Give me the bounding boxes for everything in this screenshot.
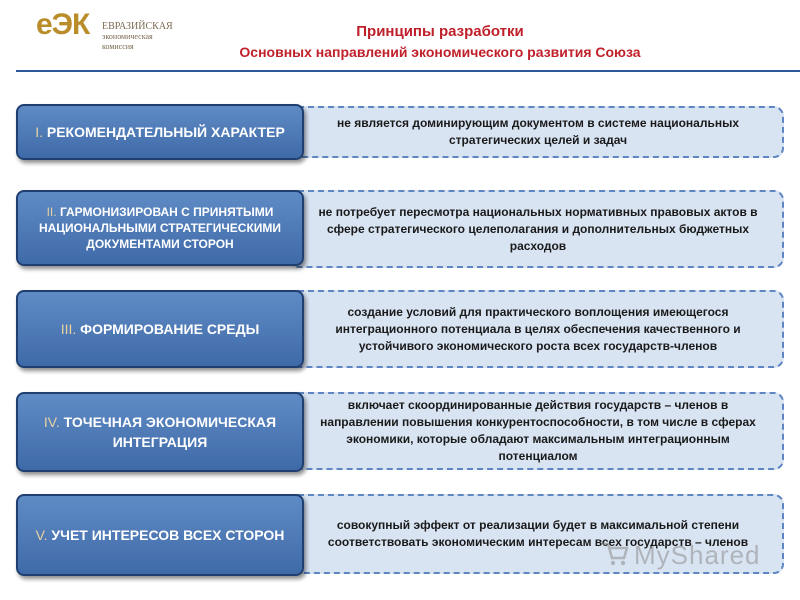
principle-description-panel <box>288 290 784 368</box>
watermark-text: MyShared <box>634 540 761 570</box>
principle-description-panel <box>288 190 784 268</box>
principle-number: III. <box>60 321 77 337</box>
logo-mark: еЭК <box>36 8 90 41</box>
logo-line-3: комиссия <box>102 42 134 51</box>
principle-label-box <box>16 494 304 576</box>
watermark <box>600 536 770 576</box>
principle-row-3 <box>0 290 800 370</box>
principle-row-1 <box>0 104 800 160</box>
principle-row-4 <box>0 392 800 472</box>
header <box>0 0 800 76</box>
principle-label-box <box>16 392 304 472</box>
principle-description: создание условий для практического воплощения имеющегося интеграционного потенциала в целях обеспечения качественного и устойчивого экономического роста всех государств-членов <box>335 304 741 353</box>
principle-description: не потребует пересмотра национальных нормативных правовых актов в сфере стратегического целеполагания и дополнительных бюджетных расходов <box>318 204 758 253</box>
principle-label: РЕКОМЕНДАТЕЛЬНЫЙ ХАРАКТЕР <box>46 124 285 140</box>
header-divider <box>16 70 800 72</box>
principle-label-box <box>16 290 304 368</box>
principle-row-2 <box>0 190 800 268</box>
page-title <box>190 22 690 62</box>
principle-label: ТОЧЕЧНАЯ ЭКОНОМИЧЕСКАЯ ИНТЕГРАЦИЯ <box>63 414 277 450</box>
logo-text <box>102 22 173 52</box>
principle-label-box <box>16 190 304 266</box>
principle-label-box <box>16 104 304 160</box>
principle-label: УЧЕТ ИНТЕРЕСОВ ВСЕХ СТОРОН <box>51 527 285 543</box>
cart-icon <box>600 538 630 568</box>
principle-number: I. <box>35 124 43 140</box>
principle-label: ФОРМИРОВАНИЕ СРЕДЫ <box>80 321 260 337</box>
logo-line-2: экономическая <box>102 32 153 41</box>
title-line-2: Основных направлений экономического развития Союза <box>239 44 641 60</box>
principle-number: V. <box>35 527 48 543</box>
principle-number: II. <box>46 205 57 219</box>
principle-description-panel <box>288 392 784 470</box>
principle-number: IV. <box>43 414 60 430</box>
title-line-1: Принципы разработки <box>356 23 524 40</box>
principle-description: не является доминирующим документом в системе национальных стратегических целей и задач <box>337 116 739 147</box>
principle-label: ГАРМОНИЗИРОВАН С ПРИНЯТЫМИ НАЦИОНАЛЬНЫМИ СТРАТЕГИЧЕСКИМИ ДОКУМЕНТАМИ СТОРОН <box>38 205 282 251</box>
principle-description-panel <box>288 106 784 158</box>
principle-description: включает скоординированные действия государств – членов в направлении повышения конкурентоспособности, в том числе в сферах экономики, которые обладают максимальным интеграционным потенциалом <box>320 398 756 463</box>
logo-line-1: ЕВРАЗИЙСКАЯ <box>102 21 173 32</box>
principle-description: совокупный эффект от реализации будет в максимальной степени соответствовать экономическим интересам всех государств – членов <box>327 518 749 549</box>
eek-logo <box>36 8 186 58</box>
